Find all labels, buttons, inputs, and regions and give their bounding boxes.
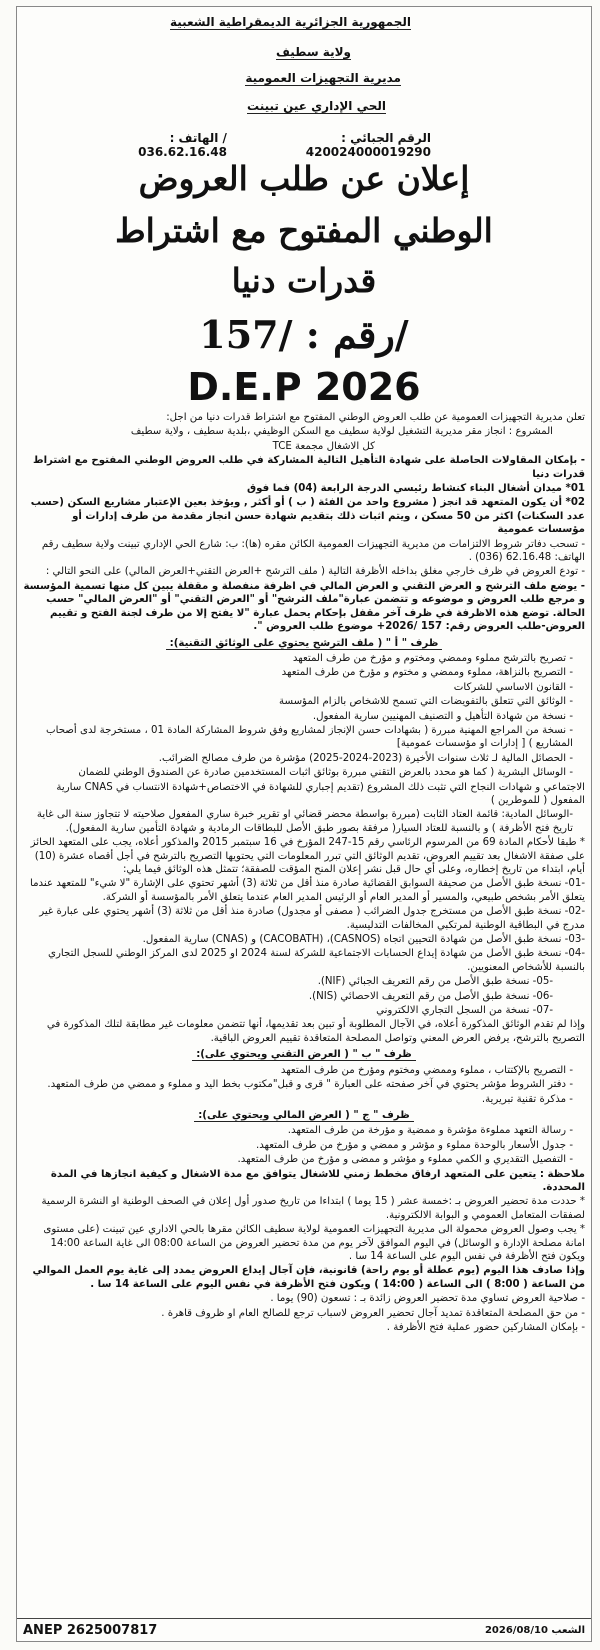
condition-02: 02* أن يكون المتعهد قد انجز ( مشروع واحد من الفئة ( ب ) أو أكثر , ويؤخذ بعين الإعتبار مشاريع السكن (حسب عدد السكنات) اكثر من 50 مسكن ، ويتم اثبات ذلك بتقديم شهادة حسن انجاز مقدمة من طرف إدارات أو مؤسسات عمومية [30,497,585,536]
header-wilaya: ولاية سطيف [275,45,351,59]
tax-number: الرقم الجبائي : 420024000019290 [305,131,431,159]
list-item: - مذكرة تقنية تبريرية. [481,1093,573,1105]
header-directorate: مديرية التجهيزات العمومية [245,71,401,85]
list-item: -05- نسخة طبق الأصل من رقم التعريف الجبائي (NIF). [317,976,553,988]
project-line: المشروع : انجاز مقر مديرية التشغيل لولاية سطيف مع السكن الوظيفي ،بلدية سطيف ، ولاية سطيف [130,426,553,438]
phone-number: / الهاتف : 036.62.16.48 [138,131,227,159]
note: ملاحظة : يتعين على المتعهد ارفاق مخطط زمني للاشغال يتوافق مع مدة الاشغال و كيفية انجازها في المدة المحددة. [50,1168,585,1193]
title-line-2: الوطني المفتوح مع اشتراط [115,211,493,250]
list-item: -06- نسخة طبق الأصل من رقم التعريف الاحصائي (NIS). [308,990,553,1002]
dep-year: D.E.P 2026 [187,365,421,409]
preparation-period: * حددت مدة تحضير العروض بـ :خمسة عشر ( 15 يوما ) ابتداءا من تاريخ صدور أول إعلان في الصحف الوطنية او النشرة الرسمية لصفقات المتعامل العمومي و البوابة الالكترونية. [41,1196,585,1221]
list-item: - القانون الاساسي للشركات [453,681,573,693]
list-item: - الوثائق التي تتعلق بالتفويضات التي تسمح للاشخاص بالزام المؤسسة [279,696,573,708]
submission-time: * يجب وصول العروض محمولة الى مديرية التجهيزات العمومية لولاية سطيف الكائن مقرها بالحي الاداري عين تبينت (على مستوى امانة مصلحة الإدارة و الوسائل) في اليوم الموافق لآخر يوم من مدة تحضير العروض من الساعة 08:00 الى غاية الساعة 14:00 ويكون فتح الأظرفة في نفس اليوم على الساعة 14 سا . [43,1224,585,1262]
section-c-heading: ظرف " ج " ( العرض المالي ويحتوي على): [23,1109,585,1122]
title-line-3: قدرات دنيا [231,261,377,300]
list-item: - نسخة من شهادة التأهيل و التصنيف المهنيين سارية المفعول. [312,710,573,722]
condition-01: 01* ميدان أشغال البناء كنشاط رئيسي الدرجة الرابعة (04) فما فوق [247,483,585,495]
announcement-page [16,6,592,1642]
announcement-number: رقم : /157/ [199,312,409,357]
list-item: - التصريح بالنزاهة، مملوء وممضي و مختوم و مؤرخ من طرف المتعهد [281,667,573,679]
envelope-instructions: - يوضع ملف الترشح و العرض التقني و العرض المالي في اظرفة منفصلة و مقفلة يبين كل منها تسمية المؤسسة و مرجع طلب العروض و موضوعه و تتضمن عبارة"ملف الترشح" أو "العرض التقني" أو "العرض المالي" حسب الحالة. توضع هذه الاظرفة في ظرف آخر مقفل بإحكام يحمل عبارة "لا يفتح إلا من طرف لجنة الفتح و تقييم العروض-طلب العروض رقم: 157 /2026+ موضوع طلب العروض ". [23,580,585,633]
list-item: الاجتماعي و شهادات النجاح التي تثبت ذلك المشروع (تقديم إجباري للشهادة في الاختصاص+شهادة الانتساب في CNAS سارية المفعول ( للموطرين ) [56,781,585,806]
list-item: -07- نسخة من السجل التجاري الالكتروني [376,1005,553,1017]
section-a-heading: ظرف " أ " ( ملف الترشح يحتوي على الوثائق التقنية): [23,637,585,650]
list-item: - تصريح بالترشح مملوء وممضي ومختوم و مؤرخ من طرف المتعهد [292,652,573,664]
list-item: -03- نسخة طبق الأصل من شهادة التحيين اتجاه (CASNOS)، (CACOBATH) و (CNAS) سارية المفعول. [142,934,585,946]
rejection-note: وإذا لم تقدم الوثائق المذكورة أعلاه، في الآجال المطلوبة أو تبين بعد تقديمها، أنها تتضمن معلومات غير مطابقة لتلك المذكورة في التصريح بالترشح، يرفض العرض المعني وتواصل المصلحة المتعاقدة تقييم العروض الباقية. [46,1019,585,1044]
project-scope: كل الاشغال مجمعة TCE [272,440,375,452]
publication-date: الشعب 2026/08/10 [484,1624,585,1636]
header-republic: الجمهورية الجزائرية الديمقراطية الشعبية [169,15,411,29]
list-item: - التفصيل التقديري و الكمي مملوء و مؤشر و ممضى و مؤرخ من طرف المتعهد. [237,1154,573,1166]
reference-line [87,131,431,159]
list-item: -الوسائل المادية: قائمة العتاد الثابت (مبررة بواسطة محضر قضائي او تقرير خبرة ساري المفعول صلاحيته لا تتجاوز سنة الى غاية تاريخ فتح الأظرفة ) و بالنسبة للعتاد السيار( مرفقة بصور طبق الأصل للبطاقات الرمادية و شهادة التأمين سارية المفعول). [36,809,573,834]
list-item: - الحصائل المالية لـ ثلاث سنوات الأخيرة (2023-2024-2025) مؤشرة من طرف مصالح الضرائب. [158,752,573,764]
extension-right: - من حق المصلحة المتعاقدة تمديد آجال تحضير العروض لاسباب ترجع للصالح العام او ظروف قاهرة . [161,1307,585,1319]
header-address: الحي الإداري عين تبينت [247,99,386,113]
announcement-body [23,411,585,1335]
list-item: -01- نسخة طبق الأصل من صحيفة السوابق القضائية صادرة منذ أقل من ثلاثة (3) أشهر تحتوي على الإشارة "لا شيء" للمتعهد عندما يتعلق الأمر بشخص طبيعي، والمسير أو المدير العام أو الرئيس المدير العام عندما يتعلق الأمر بالمؤسسة أو الشركة. [29,878,585,903]
list-item: - دفتر الشروط مؤشر يحتوي في آخر صفحته على العبارة " قرى و قبل"مكتوب بخط اليد و مملوء و ممضي من طرف المتعهد. [47,1079,573,1091]
intro: تعلن مديرية التجهيزات العمومية عن طلب العروض الوطني المفتوح مع اشتراط قدرات دنيا من اجل: [166,412,585,423]
list-item: - الوسائل البشرية ( كما هو محدد بالعرض التقني مبررة بوثائق اثبات المستخدمين صادرة عن الصندوق الوطني للضمان [78,767,573,779]
validity: - صلاحية العروض تساوي مدة تحضير العروض زائدة بـ : تسعون (90) يوما . [270,1293,585,1305]
specs-withdrawal: - تسحب دفاتر شروط الالتزامات من مديرية التجهيزات العمومية الكائن مقره (ها): ب: شارع الحي الإداري تبينت ولاية سطيف رقم الهاتف: 62.16.48 (036) . [41,538,585,564]
list-item: - رسالة التعهد مملوءة مؤشرة و ممضية و مؤرخة من طرف المتعهد. [287,1125,573,1137]
article-69-note: * طبقا لأحكام المادة 69 من المرسوم الرئاسي رقم 15-247 المؤرخ في 16 سبتمبر 2015 والمذكور أعلاه، يجب على المتعهد الحائز على صفقة الاشغال بعد تقييم العروض، تقديم الوثائق التي تبرر المعلومات التي يحتويها التصريح بالترشح في أجل أقصاه عشرة (10) أيام، ابتداء من تاريخ إخطاره، وعلى أي حال قبل نشر إعلان المنح المؤقت للصفقة؛ تتمثل هذه الوثائق فيما يلي: [30,837,585,875]
list-item: - نسخة من المراجع المهنية مبررة ( بشهادات حسن الإنجاز لمشاريع وفق شروط المشاركة المادة 01 ، مستخرجة لدى أصحاب المشاريع ) [ إدارات او مؤسسات عمومية] [46,724,573,750]
holiday-note: وإذا صادف هذا اليوم (يوم عطلة أو يوم راحة) قانونية، فإن آجال إيداع العروض يمدد إلى غاية يوم العمل الموالي من الساعة ( 8:00 ) الى الساعة ( 14:00 ) ويكون فتح الأظرفة في نفس اليوم على الساعة 14 سا . [32,1265,585,1290]
footer-bar [17,1618,591,1641]
eligibility: - بإمكان المقاولات الحاصلة على شهادة التأهيل التالية المشاركة في طلب العروض الوطني المفتوح مع اشتراط قدرات دنيا [32,455,585,480]
list-item: - التصريح بالإكتتاب ، مملوء وممضي ومختوم ومؤرخ من طرف المتعهد [280,1064,573,1076]
anep-number: ANEP 2625007817 [23,1622,158,1638]
title-line-1: إعلان عن طلب العروض [138,159,470,198]
opening-attendance: - بإمكان المشاركين حضور عملية فتح الأظرفة . [386,1322,585,1333]
section-b-heading: ظرف " ب " ( العرض التقني ويحتوي على): [23,1048,585,1061]
list-item: -04- نسخة طبق الأصل من شهادة إيداع الحسابات الاجتماعية للشركة لسنة 2024 او 2025 لدى المركز الوطني للسجل التجاري بالنسبة للأشخاص المعنويين. [48,948,585,973]
list-item: - جدول الأسعار بالوحدة مملوء و مؤشر و ممضي و مؤرخ من طرف المتعهد. [255,1139,573,1151]
bid-deposit: - تودع العروض في ظرف خارجي مغلق بداخله الأظرفة التالية ( ملف الترشح +العرض التقني+العرض المالي) على النحو التالي : [45,566,585,578]
list-item: -02- نسخة طبق الأصل من مستخرج جدول الضرائب ( مصفى أو مجدول) صادرة منذ أقل من ثلاثة (3) أشهر يحتوي على عبارة غير مدرج في البطاقية الوطنية لمرتكبي المخالفات التدليسية. [39,906,585,931]
